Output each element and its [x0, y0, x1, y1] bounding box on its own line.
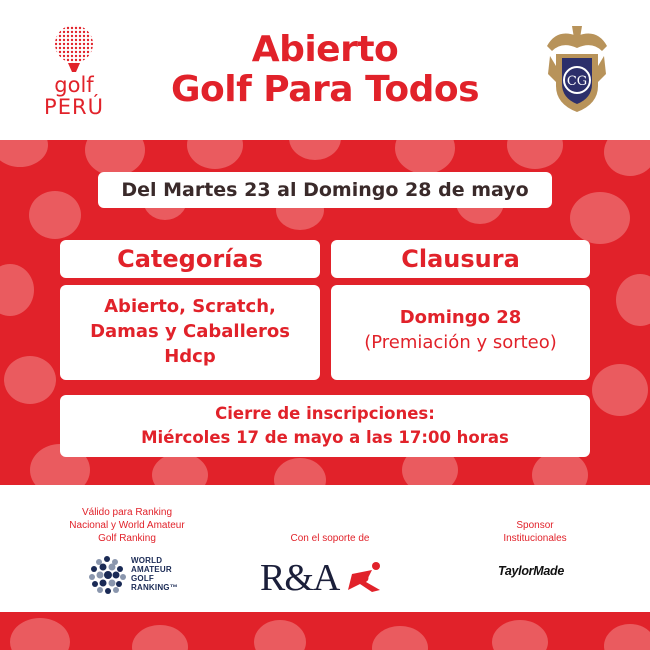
wagr-line-4: RANKING™: [131, 583, 178, 592]
red-band-bottom: [0, 612, 650, 650]
ranking-note: [52, 506, 202, 545]
categorias-heading: Categorías: [60, 240, 320, 278]
ra-logo: R&A: [260, 557, 340, 599]
title-line-1: Abierto: [251, 29, 399, 70]
ranking-line-2: Nacional y World Amateur: [69, 520, 185, 531]
golf-peru-text-1: golf: [54, 73, 94, 97]
club-crest-icon: [542, 26, 612, 116]
ipd-logo-text: IPD: [352, 574, 369, 585]
wagr-line-1: WORLD: [131, 556, 163, 565]
ranking-line-1: Válido para Ranking: [81, 507, 173, 518]
sponsor-line-1: Sponsor: [516, 520, 554, 531]
cierre-line-1: Cierre de inscripciones:: [215, 404, 435, 423]
categorias-line-1: Abierto, Scratch,: [104, 296, 276, 317]
taylormade-logo: TaylorMade: [498, 564, 565, 578]
title-line-2: Golf Para Todos: [170, 69, 480, 110]
golf-peru-logo: [38, 22, 110, 122]
categorias-line-2: Damas y Caballeros: [90, 321, 290, 342]
date-banner: [98, 172, 552, 208]
cierre-line-2: Miércoles 17 de mayo a las 17:00 horas: [141, 428, 509, 447]
ranking-line-3: Golf Ranking: [98, 533, 156, 544]
wagr-line-3: GOLF: [131, 574, 155, 583]
dot-pattern-bottom: [0, 612, 650, 650]
cierre-banner: [60, 395, 590, 457]
golf-peru-text-2: PERÚ: [44, 95, 104, 119]
soporte-note: Con el soporte de: [290, 533, 370, 544]
svg-text:CG: CG: [566, 74, 588, 89]
clausura-body: [331, 285, 590, 380]
club-crest-logo: [542, 26, 612, 116]
wagr-text: [131, 556, 178, 592]
categorias-body: [60, 285, 320, 380]
page-title: [130, 30, 520, 110]
clausura-heading: Clausura: [331, 240, 590, 278]
wagr-logo: [86, 553, 196, 595]
categorias-line-3: Hdcp: [164, 346, 216, 367]
date-text: Del Martes 23 al Domingo 28 de mayo: [121, 179, 529, 201]
wagr-line-2: AMATEUR: [131, 565, 172, 574]
wagr-globe-icon: [86, 553, 128, 595]
clausura-line-2: (Premiación y sorteo): [364, 332, 557, 353]
sponsor-note: [470, 519, 600, 545]
sponsor-line-2: Institucionales: [503, 533, 567, 544]
clausura-line-1: Domingo 28: [399, 307, 522, 328]
golf-ball-icon: [38, 22, 110, 74]
